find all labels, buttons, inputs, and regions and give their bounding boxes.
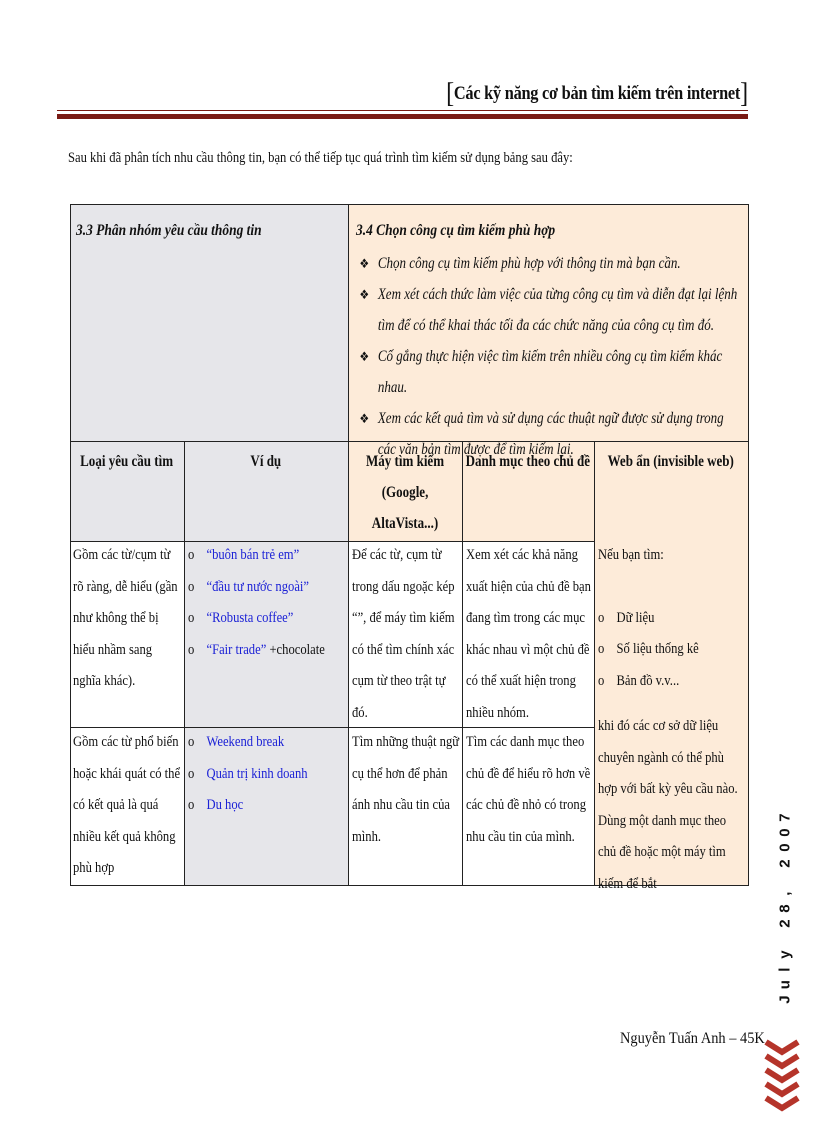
- example-item: o Weekend break: [188, 734, 285, 750]
- example-item: o “buôn bán trẻ em”: [188, 547, 300, 563]
- section-34-item: ❖ Xem xét cách thức làm việc của từng công cụ tìm và diễn đạt lại lệnh tìm để có thể khai thác tối đa các chức năng của công cụ tìm đó.: [356, 279, 744, 341]
- example-item: o “Fair trade” +chocolate: [188, 641, 325, 658]
- table-border-right: [748, 204, 749, 886]
- section-33-bg: [70, 205, 348, 441]
- side-date-char: 0: [776, 843, 794, 853]
- side-date-char: y: [776, 950, 794, 959]
- side-date-char: J: [776, 995, 794, 1005]
- example-item: o “Robusta coffee”: [188, 610, 294, 626]
- author-name: Nguyễn Tuấn Anh – 45K: [620, 1030, 765, 1047]
- diamond-bullet-icon: ❖: [359, 256, 370, 271]
- diamond-bullet-icon: ❖: [359, 349, 370, 364]
- side-date-char: u: [776, 980, 794, 990]
- invisible-web-outro: khi đó các cơ sở dữ liệu chuyên ngành có thể phù hợp với bất kỳ yêu cầu nào. Dùng một danh mục theo chủ đề hoặc một máy tìm kiếm để bắt: [598, 718, 738, 892]
- row2-examples-cell: [188, 727, 346, 822]
- intro-paragraph: Sau khi đã phân tích nhu cầu thông tin, bạn có thể tiếp tục quá trình tìm kiếm sử dụng bảng sau đây:: [68, 150, 573, 166]
- row2-directory-cell: Tìm các danh mục theo chủ đề để hiểu rõ hơn về các chủ đề nhỏ có trong nhu cầu tin của mình.: [466, 734, 591, 845]
- side-date-char: 2: [776, 919, 794, 929]
- side-date: [770, 810, 800, 1008]
- invisible-web-intro: Nếu bạn tìm:: [598, 547, 664, 563]
- section-34-item: ❖ Cố gắng thực hiện việc tìm kiếm trên nhiều công cụ tìm kiếm khác nhau.: [356, 341, 744, 403]
- section-34-item: ❖ Chọn công cụ tìm kiếm phù hợp với thông tin mà bạn cần.: [356, 248, 744, 279]
- invisible-web-item: o Số liệu thống kê: [598, 641, 699, 657]
- example-item: o Quản trị kinh doanh: [188, 765, 308, 782]
- table-col-line-2: [348, 204, 349, 886]
- section-34-title: 3.4 Chọn công cụ tìm kiếm phù hợp: [356, 222, 556, 239]
- chevron-decoration-icon: [764, 1038, 800, 1114]
- document-header: [446, 78, 748, 110]
- header-title: Các kỹ năng cơ bản tìm kiếm trên internet: [454, 83, 741, 104]
- section-34-list: [356, 248, 744, 465]
- invisible-web-item: o Bản đồ v.v...: [598, 672, 680, 689]
- side-date-char: 7: [776, 813, 794, 822]
- invisible-web-item: o Dữ liệu: [598, 609, 655, 626]
- section-33: [76, 222, 344, 240]
- section-34: [356, 222, 744, 458]
- diamond-bullet-icon: ❖: [359, 287, 370, 302]
- side-date-char: ,: [776, 891, 794, 896]
- side-date-char: 8: [776, 904, 794, 913]
- row1-directory-cell: Xem xét các khả năng xuất hiện của chủ đề bạn đang tìm trong các mục khác nhau vì một chủ đề có thể xuất hiện trong nhiều nhóm.: [466, 547, 591, 721]
- row2-engine-cell: Tìm những thuật ngữ cụ thể hơn để phản ánh nhu cầu tin của mình.: [352, 734, 460, 845]
- row1-examples-cell: [188, 540, 346, 666]
- header-bracket-open: [: [446, 78, 455, 109]
- table-border-top: [70, 204, 749, 205]
- row1-engine-cell: Để các từ, cụm từ trong dấu ngoặc kép “”, để máy tìm kiếm có thể tìm chính xác cụm từ theo trật tự đó.: [352, 547, 455, 721]
- header-bracket-close: ]: [740, 78, 748, 109]
- table-col-line-1: [184, 441, 185, 886]
- header-rule-thick: [57, 114, 748, 119]
- col-header-type: Loại yêu cầu tìm: [80, 453, 174, 470]
- header-rule-thin: [57, 110, 748, 111]
- table-col-line-3: [462, 441, 463, 886]
- col-header-example: Ví dụ: [250, 453, 282, 470]
- side-date-char: l: [776, 967, 794, 972]
- col-header-directory: Danh mục theo chủ đề: [465, 453, 591, 470]
- table-col-line-4: [594, 441, 595, 886]
- section-34-item: ❖ Xem các kết quả tìm và sử dụng các thuật ngữ được sử dụng trong các văn bản tìm được để tìm kiếm lại.: [356, 403, 744, 465]
- side-date-char: 2: [776, 859, 794, 868]
- example-item: o Du học: [188, 797, 244, 813]
- row2-type-cell: Gồm các từ phổ biến hoặc khái quát có thể có kết quả là quá nhiều kết quả không phù hợp: [73, 734, 181, 876]
- section-33-title: 3.3 Phân nhóm yêu cầu thông tin: [76, 222, 262, 239]
- invisible-web-cell: [598, 540, 746, 892]
- invisible-web-list: [598, 603, 746, 698]
- col-header-search-engine: Máy tìm kiếm (Google, AltaVista...): [365, 453, 445, 532]
- side-date-char: 0: [776, 828, 794, 837]
- row1-type-cell: Gồm các từ/cụm từ rõ ràng, dễ hiểu (gần như không thể bị hiểu nhầm sang nghĩa khác).: [73, 547, 178, 689]
- table-border-left: [70, 204, 71, 886]
- diamond-bullet-icon: ❖: [359, 411, 370, 426]
- col-header-invisible-web: Web ẩn (invisible web): [607, 453, 734, 470]
- example-item: o “đầu tư nước ngoài”: [188, 578, 310, 595]
